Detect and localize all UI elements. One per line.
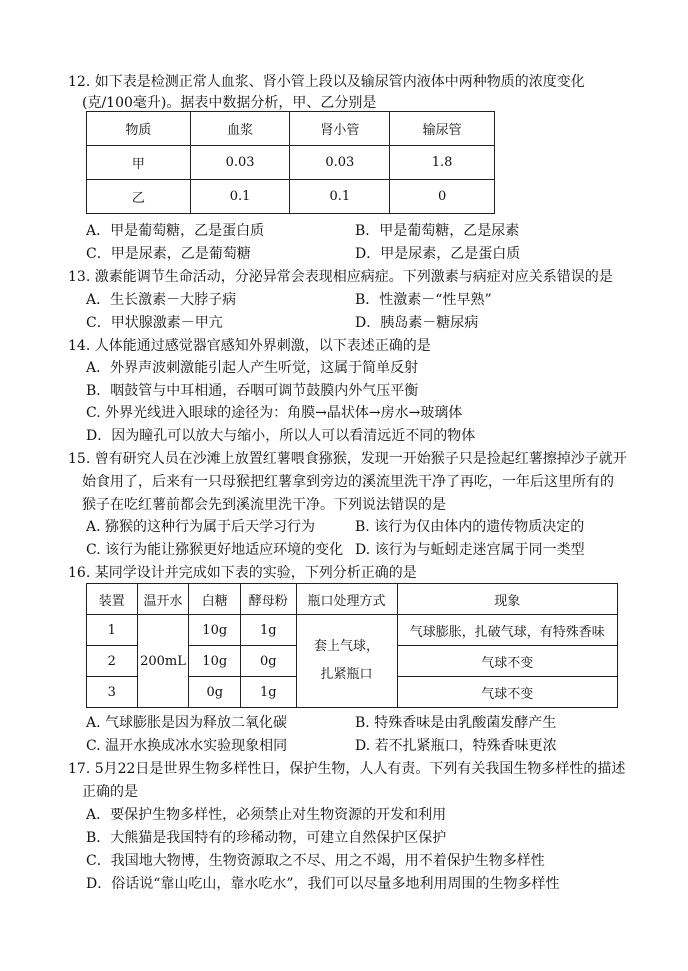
table-header-cell: 装置 (87, 584, 138, 615)
q12-table (86, 111, 495, 214)
q17-option-a[interactable]: A．要保护生物多样性，必须禁止对生物资源的开发和利用 (86, 807, 447, 823)
table-header-cell: 现象 (397, 584, 617, 615)
q17-option-c[interactable]: C．我国地大物博，生物资源取之不尽、用之不竭，用不着保护生物多样性 (86, 853, 545, 869)
table-cell: 0.03 (190, 146, 290, 180)
table-header-cell: 血浆 (190, 112, 290, 146)
table-row (87, 615, 618, 646)
q16-table (86, 583, 618, 708)
q15-option-c[interactable]: C. 该行为能让猕猴更好地适应环境的变化 (86, 542, 344, 558)
table-cell: 甲 (87, 146, 191, 180)
treatment-line1: 套上气球， (314, 639, 380, 654)
q17-option-b[interactable]: B．大熊猫是我国特有的珍稀动物，可建立自然保护区保护 (86, 830, 447, 846)
table-header-row (87, 584, 618, 615)
table-cell: 10g (189, 615, 241, 646)
table-header-cell: 物质 (87, 112, 191, 146)
table-cell-water: 200mL (137, 615, 189, 708)
table-header-cell: 肾小管 (290, 112, 390, 146)
q17-stem-line2: 正确的是 (82, 784, 138, 800)
table-cell: 1 (87, 615, 138, 646)
q12-option-c[interactable]: C．甲是尿素，乙是葡萄糖 (86, 246, 251, 262)
table-cell: 2 (87, 646, 138, 677)
table-header-cell: 输尿管 (390, 112, 495, 146)
table-cell: 1g (241, 615, 296, 646)
q15-stem-line1: 15. 曾有研究人员在沙滩上放置红薯喂食猕猴，发现一开始猴子只是捡起红薯擦掉沙子就开 (68, 451, 627, 467)
table-header-row (87, 112, 495, 146)
q15-stem-line3: 猴子在吃红薯前都会先到溪流里洗干净。下列说法错误的是 (82, 497, 446, 513)
q15-option-a[interactable]: A. 猕猴的这种行为属于后天学习行为 (86, 519, 316, 535)
q16-stem: 16. 某同学设计并完成如下表的实验，下列分析正确的是 (68, 565, 417, 581)
q16-option-c[interactable]: C. 温开水换成冰水实验现象相同 (86, 738, 288, 754)
table-cell: 0.03 (290, 146, 390, 180)
q14-option-a[interactable]: A．外界声波刺激能引起人产生听觉，这属于简单反射 (86, 360, 419, 376)
table-header-cell: 酵母粉 (241, 584, 296, 615)
table-cell: 0 (390, 180, 495, 214)
treatment-line2: 扎紧瓶口 (320, 667, 373, 682)
q13-option-d[interactable]: D．胰岛素－糖尿病 (355, 315, 479, 331)
q16-option-b[interactable]: B. 特殊香味是由乳酸菌发酵产生 (355, 715, 557, 731)
q12-option-d[interactable]: D．甲是尿素，乙是蛋白质 (355, 246, 521, 262)
q13-option-a[interactable]: A．生长激素－大脖子病 (86, 292, 237, 308)
q15-option-d[interactable]: D. 该行为与蚯蚓走迷宫属于同一类型 (355, 542, 585, 558)
q14-option-c[interactable]: C. 外界光线进入眼球的途径为：角膜→晶状体→房水→玻璃体 (86, 405, 463, 421)
q12-option-a[interactable]: A．甲是葡萄糖，乙是蛋白质 (86, 223, 265, 239)
table-cell: 10g (189, 646, 241, 677)
table-header-cell: 温开水 (137, 584, 189, 615)
table-cell: 0.1 (190, 180, 290, 214)
table-cell: 气球不变 (397, 677, 617, 708)
table-header-cell: 白糖 (189, 584, 241, 615)
q17-option-d[interactable]: D．俗话说“靠山吃山，靠水吃水”，我们可以尽量多地利用周围的生物多样性 (86, 876, 560, 892)
q16-option-a[interactable]: A. 气球膨胀是因为释放二氧化碳 (86, 715, 288, 731)
table-cell: 3 (87, 677, 138, 708)
q13-stem: 13. 激素能调节生命活动，分泌异常会表现相应病症。下列激素与病症对应关系错误的是 (68, 269, 613, 285)
q15-option-b[interactable]: B. 该行为仅由体内的遗传物质决定的 (355, 519, 585, 535)
table-header-cell: 瓶口处理方式 (296, 584, 397, 615)
table-cell: 乙 (87, 180, 191, 214)
q12-option-b[interactable]: B．甲是葡萄糖，乙是尿素 (355, 223, 520, 239)
q13-option-c[interactable]: C．甲状腺激素－甲亢 (86, 315, 223, 331)
q15-stem-line2: 始食用了，后来有一只母猴把红薯拿到旁边的溪流里洗干净了再吃，一年后这里所有的 (82, 474, 614, 490)
table-cell: 0.1 (290, 180, 390, 214)
q16-option-d[interactable]: D. 若不扎紧瓶口，特殊香味更浓 (355, 738, 557, 754)
table-cell: 1g (241, 677, 296, 708)
q12-stem-line1: 12. 如下表是检测正常人血浆、肾小管上段以及输尿管内液体中两种物质的浓度变化 (68, 74, 585, 90)
q14-option-b[interactable]: B．咽鼓管与中耳相通，吞咽可调节鼓膜内外气压平衡 (86, 383, 419, 399)
q12-stem-line2: (克/100毫升)。据表中数据分析，甲、乙分别是 (82, 95, 377, 111)
q13-option-b[interactable]: B．性激素－“性早熟” (355, 292, 492, 308)
q14-option-d[interactable]: D．因为瞳孔可以放大与缩小，所以人可以看清远近不同的物体 (86, 428, 476, 444)
table-cell: 气球不变 (397, 646, 617, 677)
table-cell: 气球膨胀，扎破气球，有特殊香味 (397, 615, 617, 646)
table-cell: 1.8 (390, 146, 495, 180)
table-row (87, 180, 495, 214)
table-row (87, 146, 495, 180)
q14-stem: 14. 人体能通过感觉器官感知外界刺激，以下表述正确的是 (68, 338, 431, 354)
q17-stem-line1: 17. 5月22日是世界生物多样性日，保护生物，人人有责。下列有关我国生物多样性的描述 (68, 761, 626, 777)
table-cell: 0g (189, 677, 241, 708)
table-cell-treatment (296, 615, 397, 708)
table-cell: 0g (241, 646, 296, 677)
